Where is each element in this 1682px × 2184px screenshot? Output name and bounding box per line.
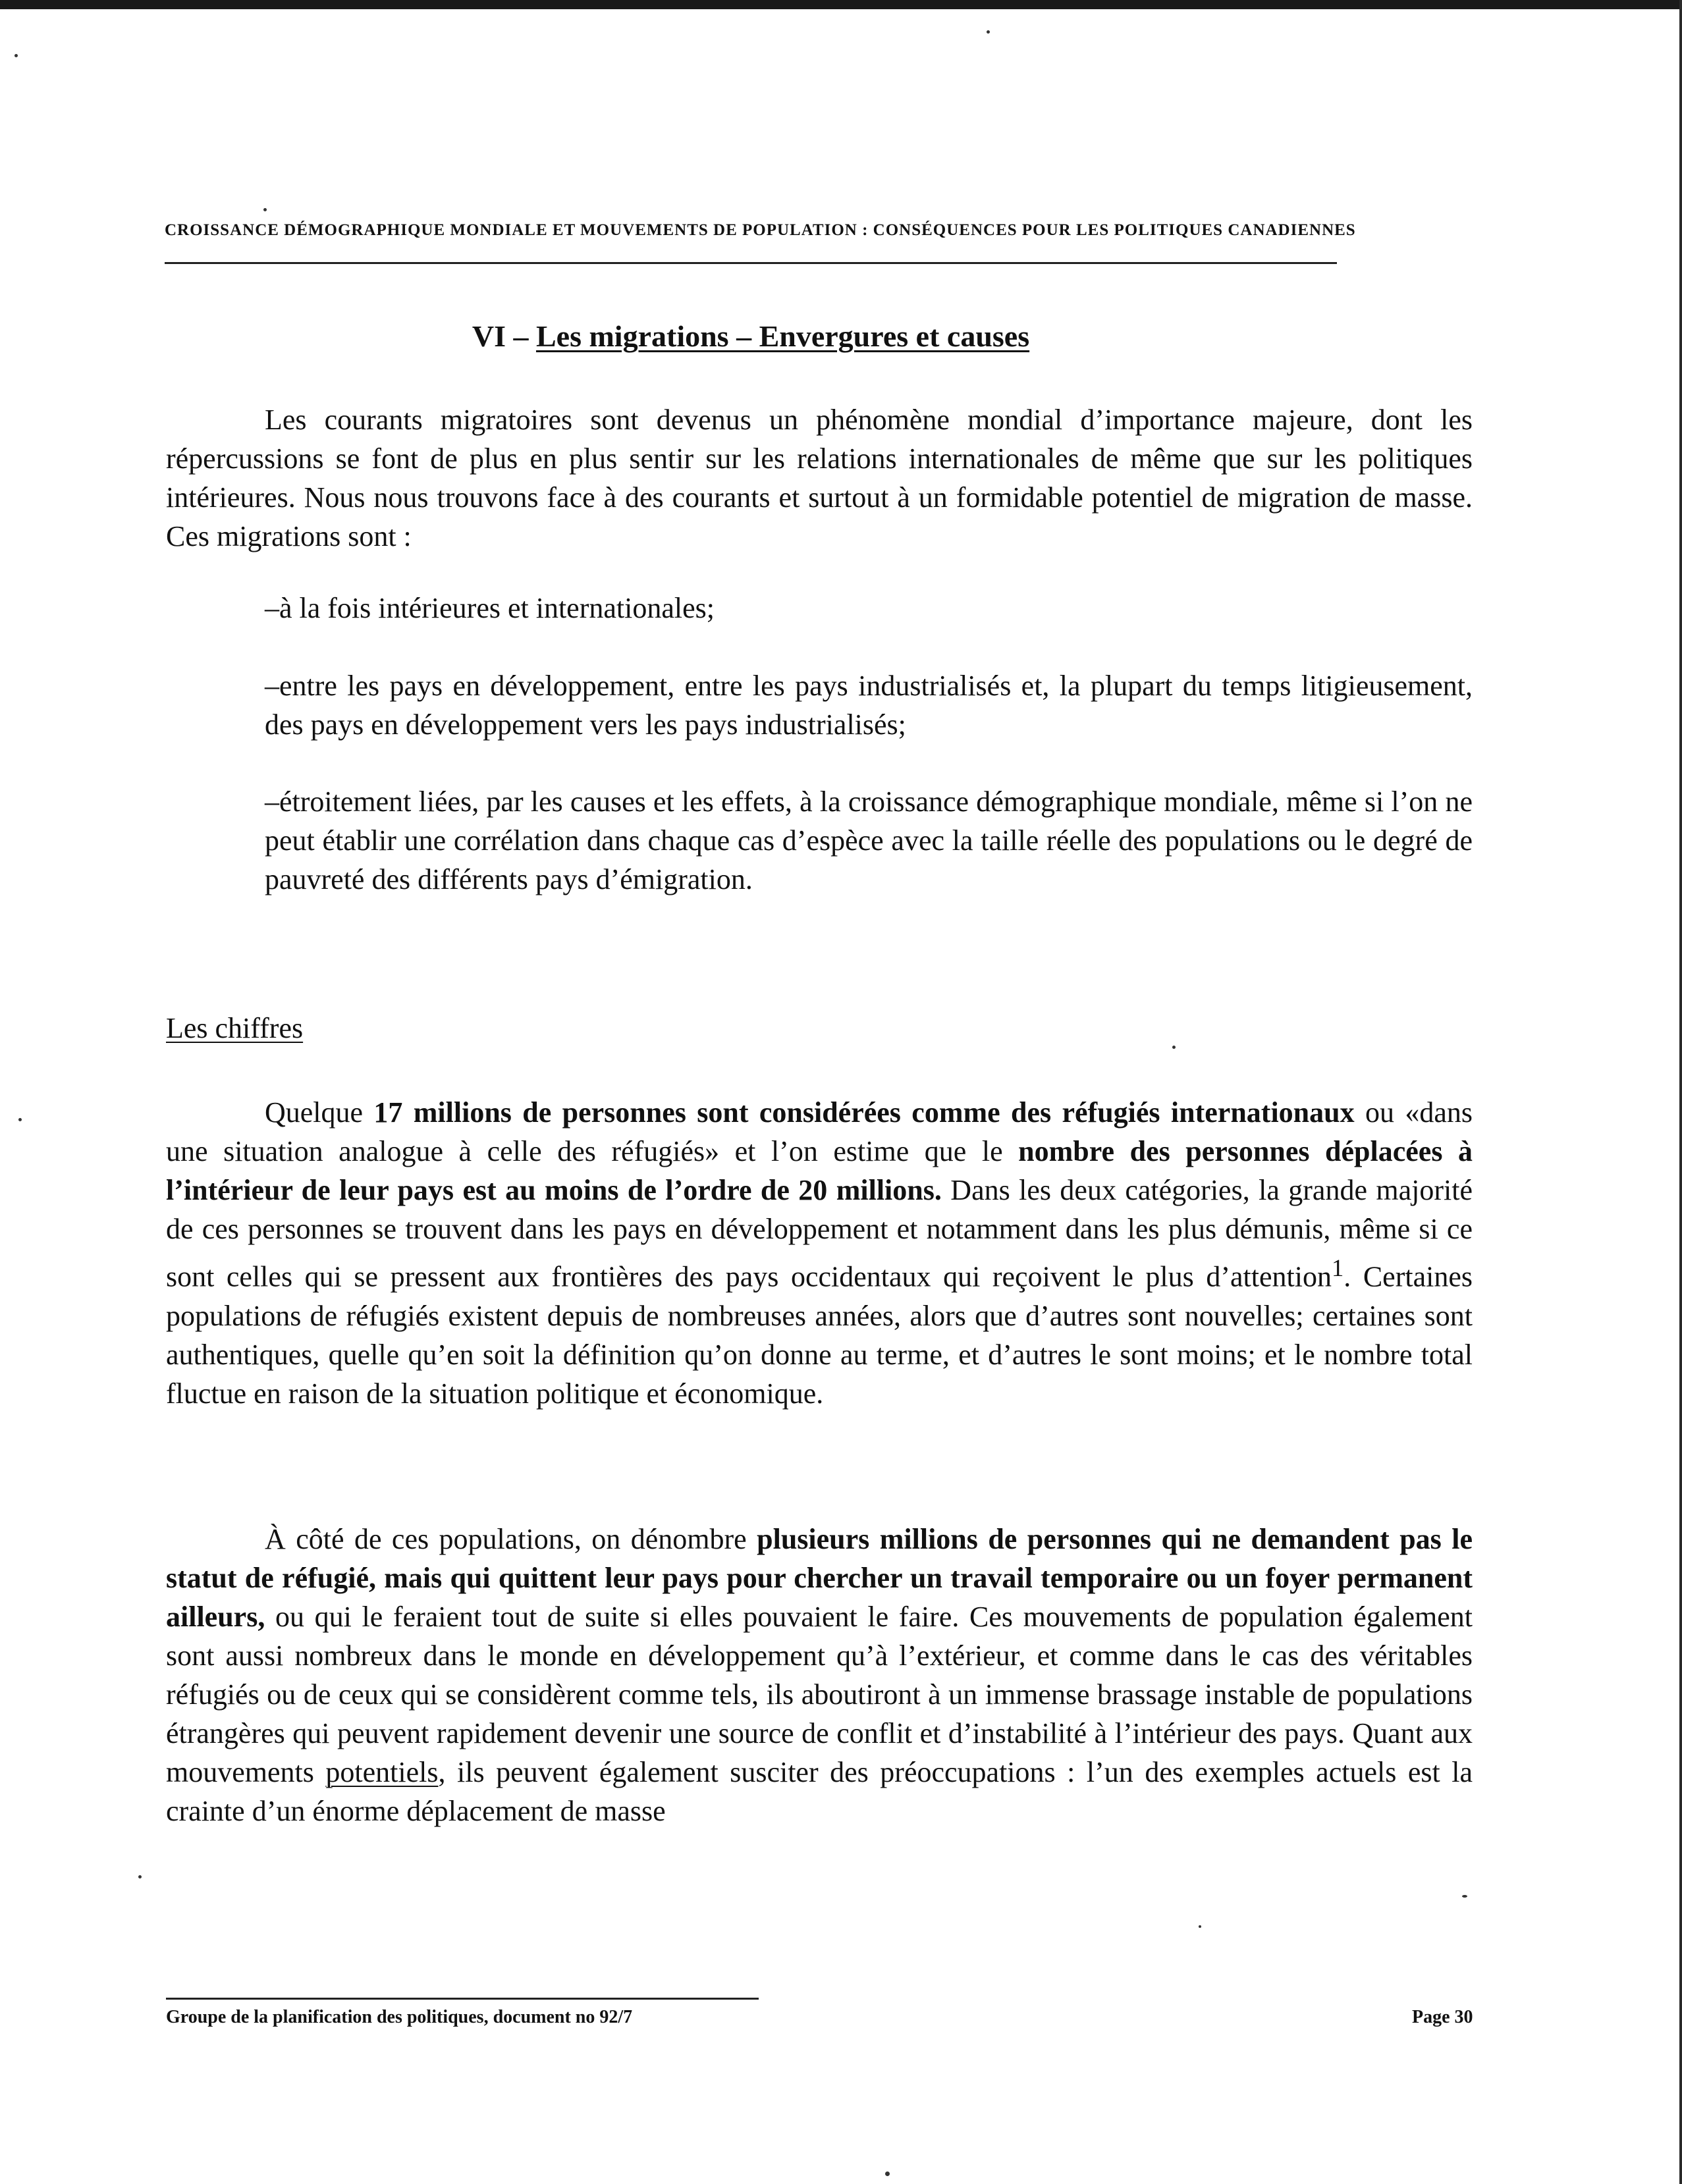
list-item: –entre les pays en développement, entre les pays industrialisés et, la plupart du temps litigieusement, des pays en développement vers les pays industrialisés; [265,670,1473,741]
para-text: ou «dans une situation analogue à celle des réfugiés» et l’on estime que le [166,1096,1473,1167]
para-text: . Certaines populations de réfugiés existent depuis de nombreuses années, alors que d’autres sont nouvelles; certaines sont authentiques, quelle qu’en soit la définition qu’on donne au terme, et d’autres le sont moins; et le nombre total fluctue en raison de la situation politique et économique. [166,1260,1473,1410]
list-item: –étroitement liées, par les causes et les effets, à la croissance démographique mondiale, même si l’on ne peut établir une corrélation dans chaque cas d’espèce avec la taille réelle des populations ou le degré de pauvreté des différents pays d’émigration. [265,786,1473,895]
page-number: Page 30 [1412,2007,1473,2027]
migration-paragraph [166,1520,1473,1830]
section-title-text: Les migrations – Envergures et causes [535,319,1030,353]
scan-speck [885,2171,890,2176]
para-underlined: potentiels [325,1756,439,1788]
footer-source: Groupe de la planification des politiques, document no 92/7 [166,2007,633,2027]
scan-top-border [0,0,1682,9]
para-bold: 17 millions de personnes sont considérées comme des réfugiés internationaux [373,1096,1355,1129]
para-bold: nombre des personnes déplacées à l’intérieur de leur pays est au moins de l’ordre de 20 millions. [166,1135,1473,1206]
running-header: CROISSANCE DÉMOGRAPHIQUE MONDIALE ET MOUVEMENTS DE POPULATION : CONSÉQUENCES POUR LES POLITIQUES CANADIENNES [165,221,1356,239]
scan-speck [18,1118,22,1121]
scan-speck [138,1875,142,1878]
list-item: –à la fois intérieures et internationales; [265,592,715,624]
scan-speck [263,208,267,211]
subheading-figures: Les chiffres [166,1012,304,1044]
footnote-ref: 1 [1331,1254,1344,1281]
scan-speck [1462,1895,1467,1898]
scan-speck [1172,1046,1176,1049]
header-rule [165,262,1337,264]
section-title [165,319,1337,354]
section-number: VI – [472,319,529,353]
para-text: Dans les deux catégories, la grande majorité de ces personnes se trouvent dans les pays en développement et notamment dans les plus démunis, même si ce sont celles qui se pressent aux frontières des pays occidentaux qui reçoivent le plus d’attention [166,1174,1473,1293]
para-text: ou qui le feraient tout de suite si elles pouvaient le faire. Ces mouvements de population également sont aussi nombreux dans le monde en développement qu’à l’extérieur, et comme dans le cas des véritables réfugiés ou de ceux qui se considèrent comme tels, ils aboutiront à un immense brassage instable de populations étrangères qui peuvent rapidement devenir une source de conflit et d’instabilité à l’intérieur des pays. Quant aux mouvements [166,1601,1473,1788]
para-text: Quelque [265,1096,374,1129]
scan-right-border [1679,0,1682,2184]
figures-paragraph [166,1093,1473,1413]
intro-paragraph: Les courants migratoires sont devenus un phénomène mondial d’importance majeure, dont les répercussions se font de plus en plus sentir sur les relations internationales de même que sur les politiques intérieures. Nous nous trouvons face à des courants et surtout à un formidable potentiel de migration de masse. Ces migrations sont : [166,404,1473,552]
footer-rule [166,1998,759,2000]
para-bold: plusieurs millions de personnes qui ne demandent pas le statut de réfugié, mais qui quittent leur pays pour chercher un travail temporaire ou un foyer permanent ailleurs, [166,1523,1473,1633]
para-text: À côté de ces populations, on dénombre [265,1523,757,1555]
scan-speck [14,54,18,57]
scan-speck [1199,1925,1201,1928]
para-text: , ils peuvent également susciter des préoccupations : l’un des exemples actuels est la crainte d’un énorme déplacement de masse [166,1756,1473,1827]
scan-speck [987,30,990,34]
